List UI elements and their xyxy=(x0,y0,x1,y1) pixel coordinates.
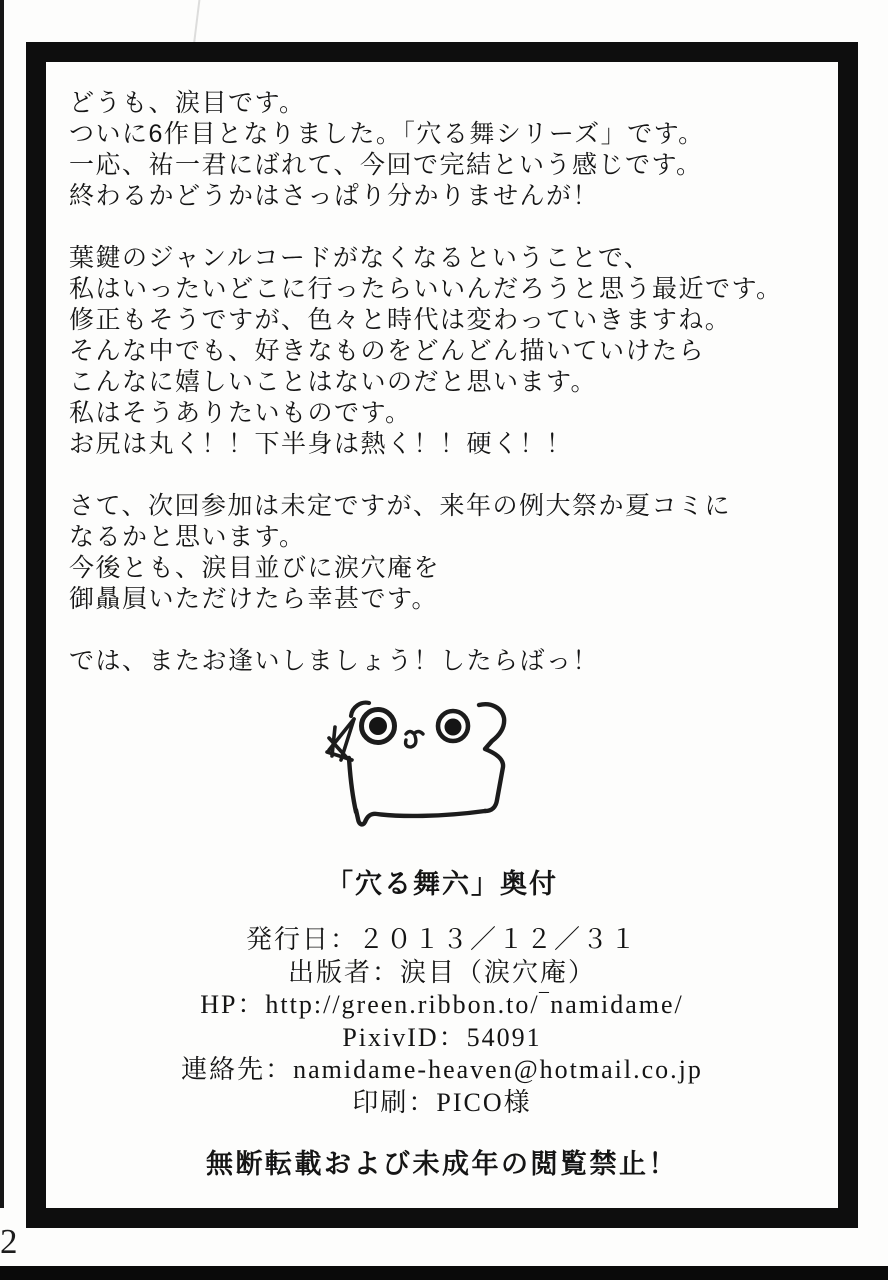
reproduction-prohibited-notice: 無断転載および未成年の閲覧禁止！ xyxy=(206,1149,678,1179)
afterword-line: 一応、祐一君にばれて、今回で完結という感じです。 xyxy=(69,151,703,179)
afterword-line: 私はそうありたいものです。 xyxy=(69,399,412,427)
afterword-paragraph-3 xyxy=(69,491,783,615)
afterword-line: どうも、涙目です。 xyxy=(69,89,306,117)
colophon-block xyxy=(45,924,839,1119)
afterword-line: 今後とも、涙目並びに涙穴庵を xyxy=(69,554,441,582)
afterword-line: 私はいったいどこに行ったらいいんだろうと思う最近です。 xyxy=(69,275,783,303)
afterword-line: こんなに嬉しいことはないのだと思います。 xyxy=(69,368,598,396)
cat-doodle-icon xyxy=(321,700,513,832)
colophon-publish-date: 発行日：２０１３／１２／３１ xyxy=(245,925,638,954)
colophon-homepage-url: HP：http://green.ribbon.to/‾namidame/ xyxy=(200,990,684,1019)
afterword-line: では、またお逢いしましょう！したらばっ！ xyxy=(69,647,600,675)
scan-edge-artifact-left xyxy=(0,0,4,1208)
colophon-title: 「穴る舞六」奥付 xyxy=(326,869,558,899)
colophon-pixiv-id: PixivID：54091 xyxy=(342,1022,542,1052)
afterword-line: 葉鍵のジャンルコードがなくなるということで、 xyxy=(69,244,651,272)
afterword-paragraph-1 xyxy=(69,88,783,212)
afterword-line: 終わるかどうかはさっぱり分かりませんが！ xyxy=(69,182,600,210)
page-number: 2 xyxy=(0,1222,18,1261)
scan-edge-artifact-bottom xyxy=(0,1266,888,1280)
afterword-text xyxy=(69,88,783,677)
afterword-line: ついに6作目となりました。「穴る舞シリーズ」です。 xyxy=(69,120,705,148)
colophon-publisher: 出版者：涙目（涙穴庵） xyxy=(287,957,596,987)
afterword-closing xyxy=(69,646,783,677)
afterword-line: なるかと思います。 xyxy=(69,523,306,551)
afterword-line: そんな中でも、好きなものをどんどん描いていけたら xyxy=(69,337,706,365)
cat-ear-scribble xyxy=(327,719,354,760)
colophon-contact-email: 連絡先：namidame-heaven@hotmail.co.jp xyxy=(181,1055,703,1084)
cat-mouth xyxy=(406,732,423,748)
afterword-line: お尻は丸く！！下半身は熱く！！硬く！！ xyxy=(69,430,573,458)
afterword-paragraph-2 xyxy=(69,243,783,460)
afterword-line: 修正もそうですが、色々と時代は変わっていきますね。 xyxy=(69,306,732,334)
afterword-line: 御贔屓いただけたら幸甚です。 xyxy=(69,585,439,613)
colophon-printer: 印刷：PICO様 xyxy=(352,1087,532,1117)
afterword-line: さて、次回参加は未定ですが、来年の例大祭か夏コミに xyxy=(69,492,732,520)
